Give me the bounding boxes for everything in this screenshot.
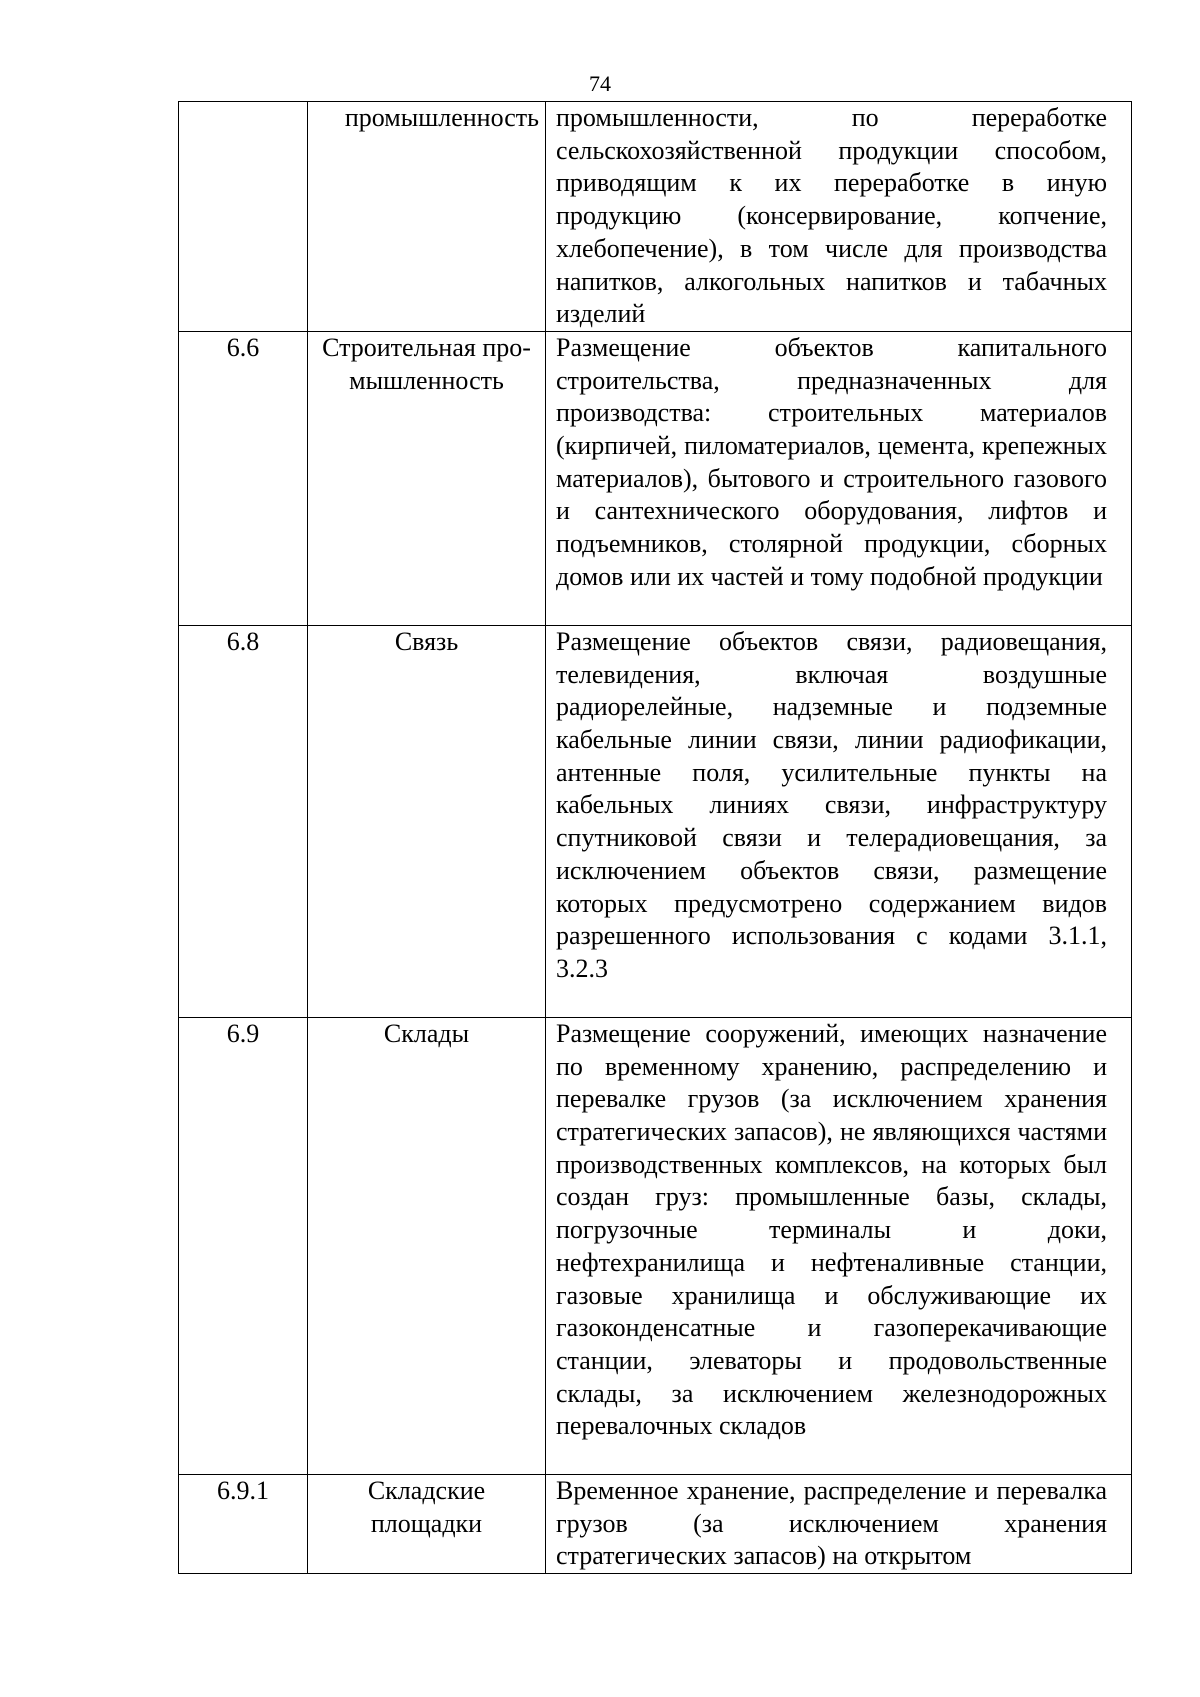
row-code: 6.9 (179, 1017, 308, 1474)
row-name: Склады (308, 1017, 546, 1474)
row-code (179, 102, 308, 332)
row-name: Связь (308, 625, 546, 1017)
table-row (179, 331, 1132, 625)
row-name: Строительная про-мышленность (308, 331, 546, 625)
table-row (179, 1474, 1132, 1573)
row-description: Временное хранение, распределение и перевалка грузов (за исключением хранения стратегических запасов) на открытом (546, 1474, 1132, 1573)
row-description: Размещение объектов связи, радиовещания, телевидения, включая воздушные радиорелейные, надземные и подземные кабельные линии связи, линии радиофикации, антенные поля, усилительные пункты на кабельных линиях связи, инфраструктуру спутниковой связи и телерадиовещания, за исключением объектов связи, размещение которых предусмотрено содержанием видов разрешенного использования с кодами 3.1.1, 3.2.3 (546, 625, 1132, 1017)
row-description: Размещение сооружений, имеющих назначение по временному хранению, распределению и перевалке грузов (за исключением хранения стратегических запасов), не являющихся частями производственных комплексов, на которых был создан груз: промышленные базы, склады, погрузочные терминалы и доки, нефтехранилища и нефтеналивные станции, газовые хранилища и обслуживающие их газоконденсатные и газоперекачивающие станции, элеваторы и продовольственные склады, за исключением железнодорожных перевалочных складов (546, 1017, 1132, 1474)
page-number: 74 (589, 71, 611, 96)
table-row (179, 625, 1132, 1017)
table-row (179, 102, 1132, 332)
row-name: Складские площадки (308, 1474, 546, 1573)
row-code: 6.8 (179, 625, 308, 1017)
table-row (179, 1017, 1132, 1474)
row-code: 6.9.1 (179, 1474, 308, 1573)
row-code: 6.6 (179, 331, 308, 625)
row-name: промышленность (308, 102, 546, 332)
row-description: Размещение объектов капитального строительства, предназначенных для производства: строительных материалов (кирпичей, пиломатериалов, цемента, крепежных материалов), бытового и строительного газового и сантехнического оборудования, лифтов и подъемников, столярной продукции, сборных домов или их частей и тому подобной продукции (546, 331, 1132, 625)
row-description: промышленности, по переработке сельскохозяйственной продукции способом, приводящим к их переработке в иную продукцию (консервирование, копчение, хлебопечение), в том числе для производства напитков, алкогольных напитков и табачных изделий (546, 102, 1132, 332)
land-use-table (178, 101, 1132, 1574)
